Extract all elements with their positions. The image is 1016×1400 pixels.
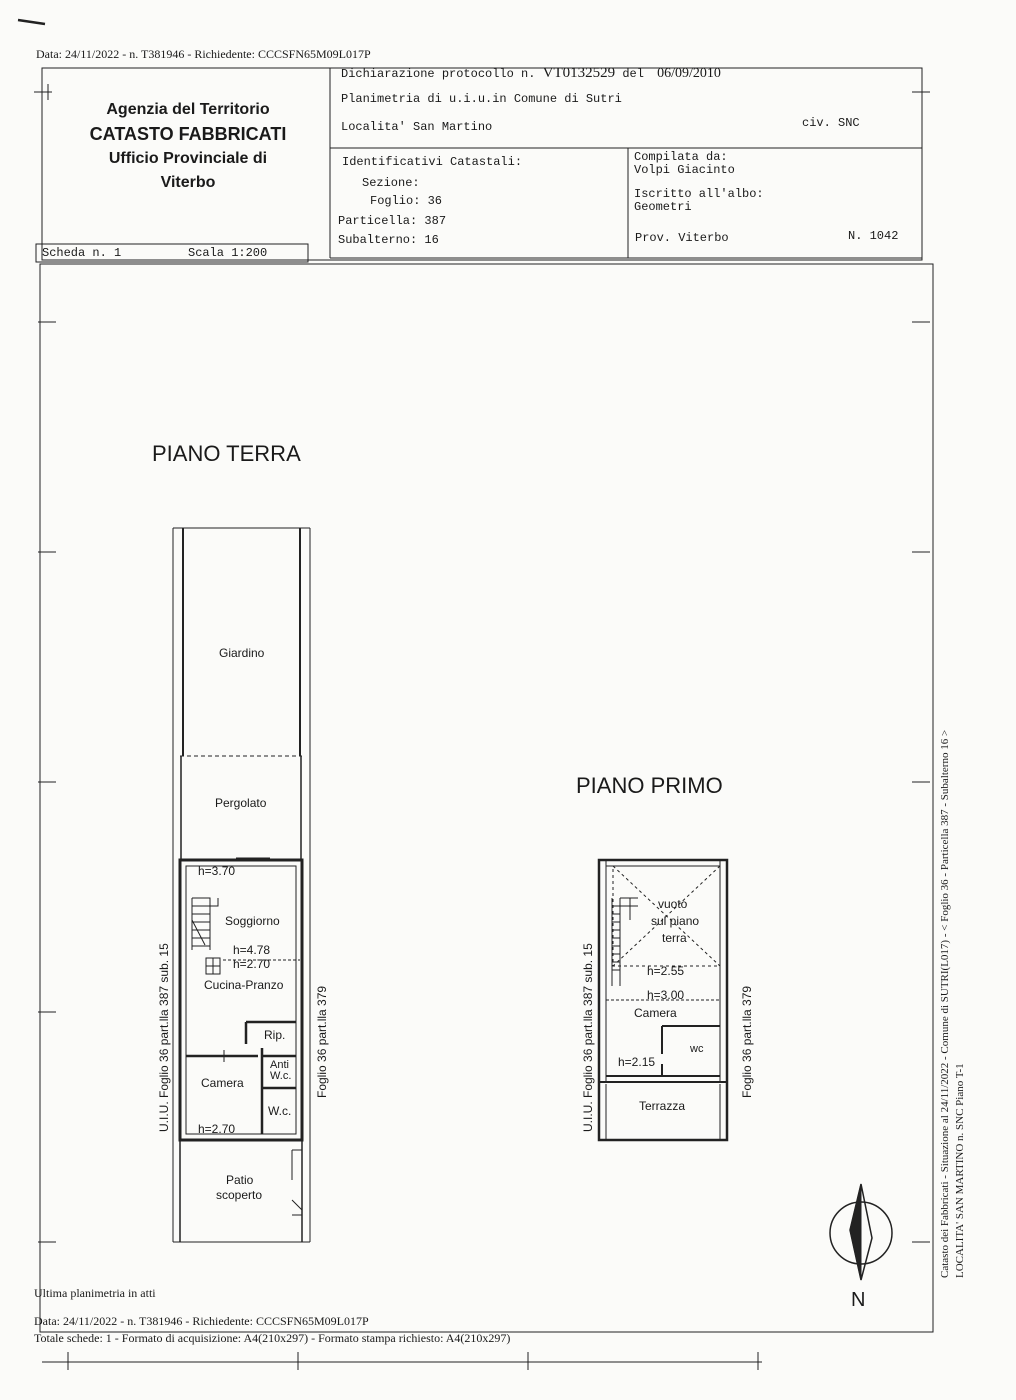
agency-line2: CATASTO FABBRICATI bbox=[89, 124, 287, 144]
pp-left-label: U.I.U. Foglio 36 part.lla 387 sub. 15 bbox=[581, 943, 595, 1132]
compilata-block bbox=[634, 151, 735, 177]
pp-right-label: Foglio 36 part.lla 379 bbox=[740, 985, 754, 1098]
footer-totale: Totale schede: 1 - Formato di acquisizione: A4(210x297) - Formato stampa richiesto: A4(210x297) bbox=[34, 1331, 511, 1345]
footer-data: Data: 24/11/2022 - n. T381946 - Richiedente: CCCSFN65M09L017P bbox=[34, 1314, 369, 1328]
particella-text: Particella: 387 bbox=[338, 214, 447, 228]
scala-text: Scala 1:200 bbox=[188, 246, 268, 260]
giardino-label: Giardino bbox=[219, 646, 265, 660]
main-frame bbox=[40, 264, 933, 1332]
north-label: N bbox=[851, 1289, 866, 1311]
compilata-label: Compilata da: bbox=[634, 150, 728, 164]
pt-right-label: Foglio 36 part.lla 379 bbox=[315, 985, 329, 1098]
declaration-label: Dichiarazione protocollo n. bbox=[341, 67, 536, 81]
compilata-name: Volpi Giacinto bbox=[634, 163, 735, 177]
pergolato-label: Pergolato bbox=[215, 796, 267, 810]
patio-label-1: Patio bbox=[226, 1173, 254, 1187]
vuoto-label-2: sul piano bbox=[651, 914, 700, 928]
albo-value: Geometri bbox=[634, 200, 692, 214]
pt-h2-label: h=4.78 bbox=[233, 943, 271, 957]
vuoto-label-1: vuoto bbox=[658, 897, 688, 911]
pp-h3-label: h=2.15 bbox=[618, 1055, 656, 1069]
pt-h3-label: h=2.70 bbox=[233, 957, 271, 971]
pt-h4-label: h=2.70 bbox=[198, 1122, 236, 1136]
pt-camera-label: Camera bbox=[201, 1076, 244, 1090]
subalterno-text: Subalterno: 16 bbox=[338, 233, 439, 247]
iscritto-label: Iscritto all'albo: bbox=[634, 187, 764, 201]
agency-line1: Agenzia del Territorio bbox=[106, 101, 270, 118]
declaration-line bbox=[341, 65, 721, 82]
declaration-number: VT0132529 bbox=[542, 65, 616, 81]
piano-terra-title: PIANO TERRA bbox=[152, 441, 301, 466]
side-text-line1: Catasto dei Fabbricati - Situazione al 24/11/2022 - Comune di SUTRI(L017) - < Foglio 36 - Particella 387 - Subalterno 16 > bbox=[939, 729, 951, 1278]
anti-wc1-label: W.c. bbox=[270, 1070, 292, 1082]
declaration-del: del bbox=[622, 67, 644, 81]
civ-text: civ. SNC bbox=[802, 116, 860, 130]
pp-h2-label: h=3.00 bbox=[647, 988, 685, 1002]
top-stamp: Data: 24/11/2022 - n. T381946 - Richiedente: CCCSFN65M09L017P bbox=[36, 47, 371, 61]
ultima-text: Ultima planimetria in atti bbox=[34, 1286, 156, 1300]
planimetria-text: Planimetria di u.i.u.in Comune di Sutri bbox=[341, 92, 622, 106]
pt-left-label: U.I.U. Foglio 36 part.lla 387 sub. 15 bbox=[157, 943, 171, 1132]
soggiorno-label: Soggiorno bbox=[225, 914, 280, 928]
identificativi-title: Identificativi Catastali: bbox=[342, 155, 523, 169]
pt-h1-label: h=3.70 bbox=[198, 864, 236, 878]
piano-primo-title: PIANO PRIMO bbox=[576, 773, 723, 798]
iscritto-block bbox=[634, 188, 764, 214]
vuoto-label-3: terra bbox=[662, 931, 687, 945]
localita-text: Localita' San Martino bbox=[341, 120, 493, 134]
pp-wc-label: wc bbox=[690, 1043, 704, 1055]
rip-label: Rip. bbox=[264, 1028, 286, 1042]
agency-block bbox=[50, 99, 326, 195]
agency-line4: Viterbo bbox=[160, 174, 216, 191]
patio-label-2: scoperto bbox=[216, 1188, 263, 1202]
declaration-date: 06/09/2010 bbox=[657, 66, 721, 81]
pt-building-walls bbox=[180, 860, 302, 1140]
sezione-text: Sezione: bbox=[362, 176, 420, 190]
cucina-label: Cucina-Pranzo bbox=[204, 978, 284, 992]
foglio-text: Foglio: 36 bbox=[370, 194, 443, 208]
agency-line3: Ufficio Provinciale di bbox=[108, 150, 268, 167]
side-text-line2: LOCALITA' SAN MARTINO n. SNC Piano T-1 bbox=[954, 1063, 966, 1278]
anti-wc-label bbox=[270, 1060, 291, 1082]
numero-text: N. 1042 bbox=[848, 229, 899, 243]
anti-label: Anti bbox=[270, 1059, 289, 1071]
terrazza-label: Terrazza bbox=[639, 1099, 686, 1113]
pp-h1-label: h=2.55 bbox=[647, 964, 685, 978]
scheda-text: Scheda n. 1 bbox=[42, 246, 122, 260]
prov-text: Prov. Viterbo bbox=[635, 231, 729, 245]
wc2-label: W.c. bbox=[268, 1104, 292, 1118]
pp-camera-label: Camera bbox=[634, 1006, 677, 1020]
